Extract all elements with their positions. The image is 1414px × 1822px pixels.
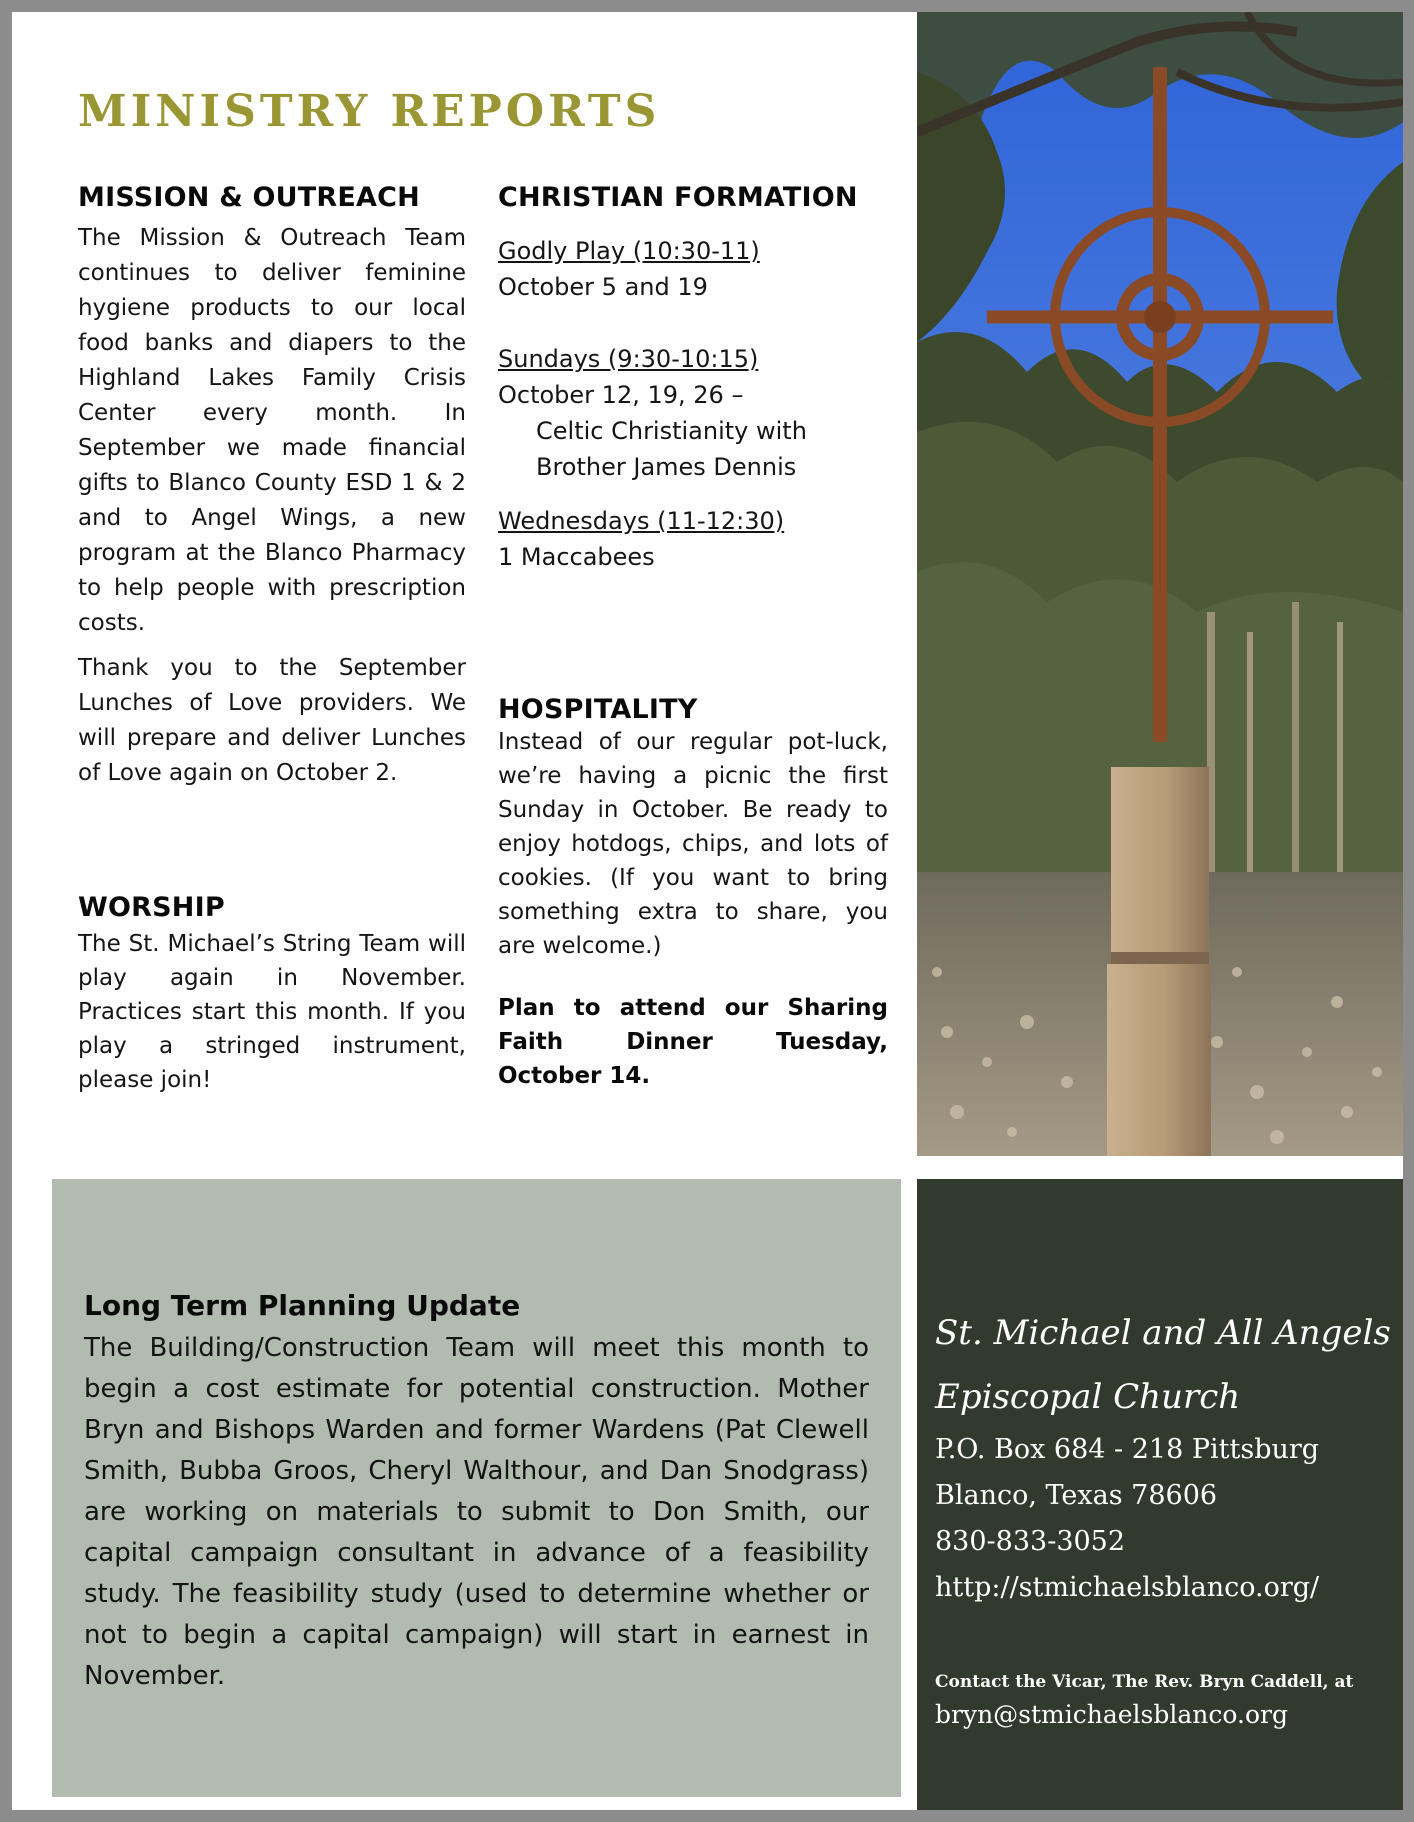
church-name-line-1: St. Michael and All Angels bbox=[935, 1313, 1391, 1353]
website-link[interactable]: http://stmichaelsblanco.org/ bbox=[935, 1572, 1320, 1603]
mission-section bbox=[78, 182, 466, 791]
formation-section bbox=[498, 182, 888, 575]
sundays-topic-line-2: Brother James Dennis bbox=[536, 453, 797, 481]
formation-heading: CHRISTIAN FORMATION bbox=[498, 182, 858, 213]
sundays-label: Sundays (9:30-10:15) bbox=[498, 345, 759, 373]
city-state-zip: Blanco, Texas 78606 bbox=[935, 1480, 1218, 1511]
worship-paragraph: The St. Michael’s String Team will play again in November. Practices start this month. If you play a stringed instrument, please join! bbox=[78, 931, 466, 1093]
cross-sculpture-photo bbox=[917, 12, 1403, 1156]
newsletter-page bbox=[12, 12, 1403, 1810]
planning-paragraph: The Building/Construction Team will meet this month to begin a cost estimate for potential construction. Mother Bryn and Bishops Warden and former Wardens (Pat Clewell Smith, Bubba Groos, Cheryl Walthour, and Dan Snodgrass) are working on materials to submit to Don Smith, our capital campaign consultant in advance of a feasibility study. The feasibility study (used to determine whether or not to begin a capital campaign) will start in earnest in November. bbox=[84, 1333, 869, 1691]
hospitality-section bbox=[498, 694, 888, 1093]
vicar-contact-label: Contact the Vicar, The Rev. Bryn Caddell, at bbox=[935, 1672, 1354, 1692]
vicar-email-link[interactable]: bryn@stmichaelsblanco.org bbox=[935, 1700, 1288, 1729]
long-term-planning-box bbox=[52, 1179, 901, 1797]
worship-section bbox=[78, 892, 466, 1097]
godly-play-dates: October 5 and 19 bbox=[498, 273, 708, 301]
sundays-topic-line-1: Celtic Christianity with bbox=[536, 417, 807, 445]
church-name bbox=[935, 1301, 1395, 1429]
mission-paragraph-2: Thank you to the September Lunches of Love providers. We will prepare and deliver Lunches of Love again on October 2. bbox=[78, 655, 466, 786]
church-contact-box bbox=[917, 1179, 1403, 1810]
wednesdays-label: Wednesdays (11-12:30) bbox=[498, 507, 785, 535]
sharing-faith-dinner-note: Plan to attend our Sharing Faith Dinner Tuesday, October 14. bbox=[498, 995, 888, 1089]
worship-heading: WORSHIP bbox=[78, 892, 225, 923]
hospitality-heading: HOSPITALITY bbox=[498, 694, 698, 725]
phone-number: 830-833-3052 bbox=[935, 1526, 1126, 1557]
hospitality-paragraph: Instead of our regular pot-luck, we’re having a picnic the first Sunday in October. Be ready to enjoy hotdogs, chips, and lots of cookies. (If you want to bring something extra to share, you are welcome.) bbox=[498, 729, 888, 959]
cross-photo-illustration bbox=[917, 12, 1403, 1156]
mission-paragraph-1: The Mission & Outreach Team continues to deliver feminine hygiene products to our local food banks and diapers to the Highland Lakes Family Crisis Center every month. In September we made financial gifts to Blanco County ESD 1 & 2 and to Angel Wings, a new program at the Blanco Pharmacy to help people with prescription costs. bbox=[78, 225, 466, 636]
mailing-address: P.O. Box 684 - 218 Pittsburg bbox=[935, 1434, 1320, 1465]
planning-heading: Long Term Planning Update bbox=[84, 1289, 521, 1322]
church-name-line-2: Episcopal Church bbox=[935, 1377, 1241, 1417]
wednesdays-topic: 1 Maccabees bbox=[498, 543, 655, 571]
sundays-dates: October 12, 19, 26 – bbox=[498, 381, 744, 409]
godly-play-label: Godly Play (10:30-11) bbox=[498, 237, 760, 265]
church-address-block bbox=[935, 1427, 1395, 1611]
page-title: MINISTRY REPORTS bbox=[78, 86, 661, 137]
vicar-contact bbox=[935, 1669, 1395, 1735]
mission-heading: MISSION & OUTREACH bbox=[78, 182, 420, 213]
